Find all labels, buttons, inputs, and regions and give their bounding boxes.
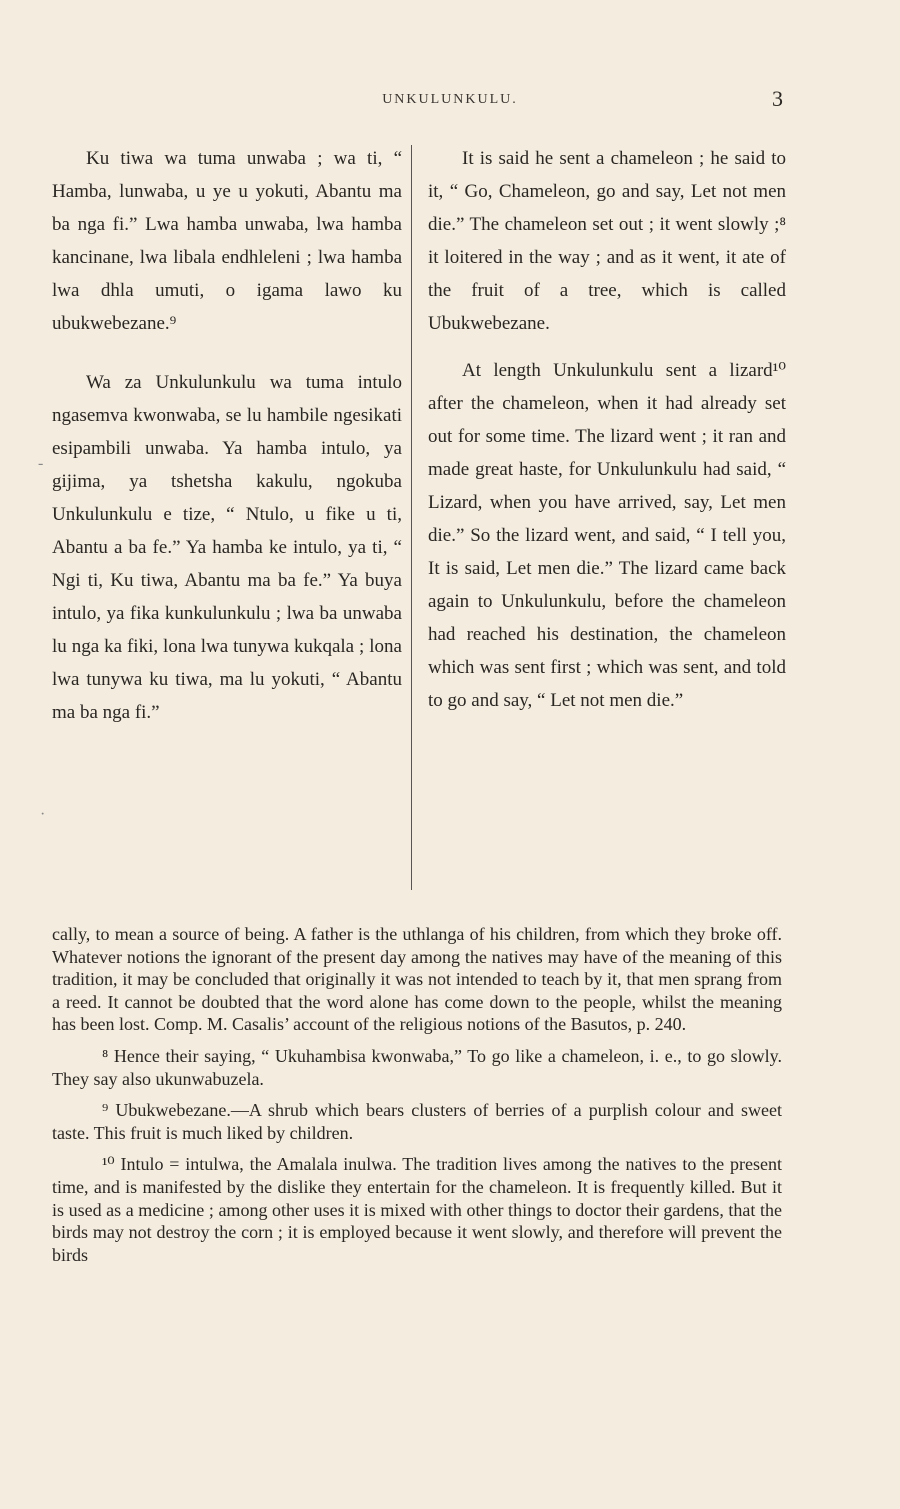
english-translation-column bbox=[428, 143, 786, 717]
margin-mark: - bbox=[38, 455, 44, 472]
footnote-continuation: cally, to mean a source of being. A father is the uthlanga of his children, from which they broke off. Whatever notions the ignorant of the present day among the natives may have of the meaning of this tradition, it may be concluded that originally it was not intended to teach by it, that men sprang from a reed. It cannot be doubted that the word alone has come down to the people, whilst the meaning has been lost. Comp. M. Casalis’ account of the religious notions of the Basutos, p. 240. bbox=[52, 924, 782, 1035]
english-paragraph: At length Unkulunkulu sent a lizard¹⁰ after the chameleon, when it had already set out for some time. The lizard went ; it ran and made great haste, for Unkulunkulu had said, “ Lizard, when you have arrived, say, Let men die.” So the lizard went, and said, “ I tell you, It is said, Let men die.” The lizard came back again to Unkulunkulu, before the chameleon had reached his destination, the chameleon which was sent first ; which was sent, and told to go and say, “ Let not men die.” bbox=[428, 360, 786, 711]
running-title: UNKULUNKULU. bbox=[382, 92, 518, 107]
page-number: 3 bbox=[772, 86, 783, 111]
footnote-10: ¹⁰ Intulo = intulwa, the Amalala inulwa. The tradition lives among the natives to the present time, and is manifested by the dislike they entertain for the chameleon. It is frequently killed. But it is used as a medicine ; among other uses it is mixed with other things to doctor their gardens, that the birds may not destroy the corn ; it is employed because it went slowly, and therefore will prevent the birds bbox=[52, 1154, 782, 1265]
footnote-8: ⁸ Hence their saying, “ Ukuhambisa kwonwaba,” To go like a chameleon, i. e., to go slowly. They say also ukunwabuzela. bbox=[52, 1045, 782, 1089]
zulu-paragraph: Wa za Unkulunkulu wa tuma intulo ngasemva kwonwaba, se lu hambile ngesikati esipambili unwaba. Ya hamba intulo, ya gijima, ya tshetsha kakulu, ngokuba Unkulunkulu e tize, “ Ntulo, u fike u ti, Abantu a ba fe.” Ya hamba ke intulo, ya ti, “ Ngi ti, Ku tiwa, Abantu ma ba fe.” Ya buya intulo, ya fika kunkulunkulu ; lwa ba unwaba lu nga ka fiki, lona lwa tunywa kukqala ; lona lwa tunywa ku tiwa, ma lu yokuti, “ Abantu ma ba nga fi.” bbox=[52, 372, 402, 723]
footnote-9: ⁹ Ubukwebezane.—A shrub which bears clusters of berries of a purplish colour and sweet taste. This fruit is much liked by children. bbox=[52, 1100, 782, 1143]
margin-mark: · bbox=[40, 806, 46, 823]
zulu-text-column bbox=[52, 143, 402, 729]
column-divider bbox=[411, 145, 412, 890]
footnotes bbox=[52, 923, 782, 1266]
zulu-paragraph: Ku tiwa wa tuma unwaba ; wa ti, “ Hamba, lunwaba, u ye u yokuti, Abantu ma ba nga fi.” Lwa hamba unwaba, lwa hamba kancinane, lwa libala endhleleni ; lwa hamba lwa dhla umuti, o igama lawo ku ubukwebezane.⁹ bbox=[52, 148, 402, 334]
english-paragraph: It is said he sent a chameleon ; he said to it, “ Go, Chameleon, go and say, Let not men die.” The chameleon set out ; it went slowly ;⁸ it loitered in the way ; and as it went, it ate of the fruit of a tree, which is called Ubukwebezane. bbox=[428, 148, 786, 334]
